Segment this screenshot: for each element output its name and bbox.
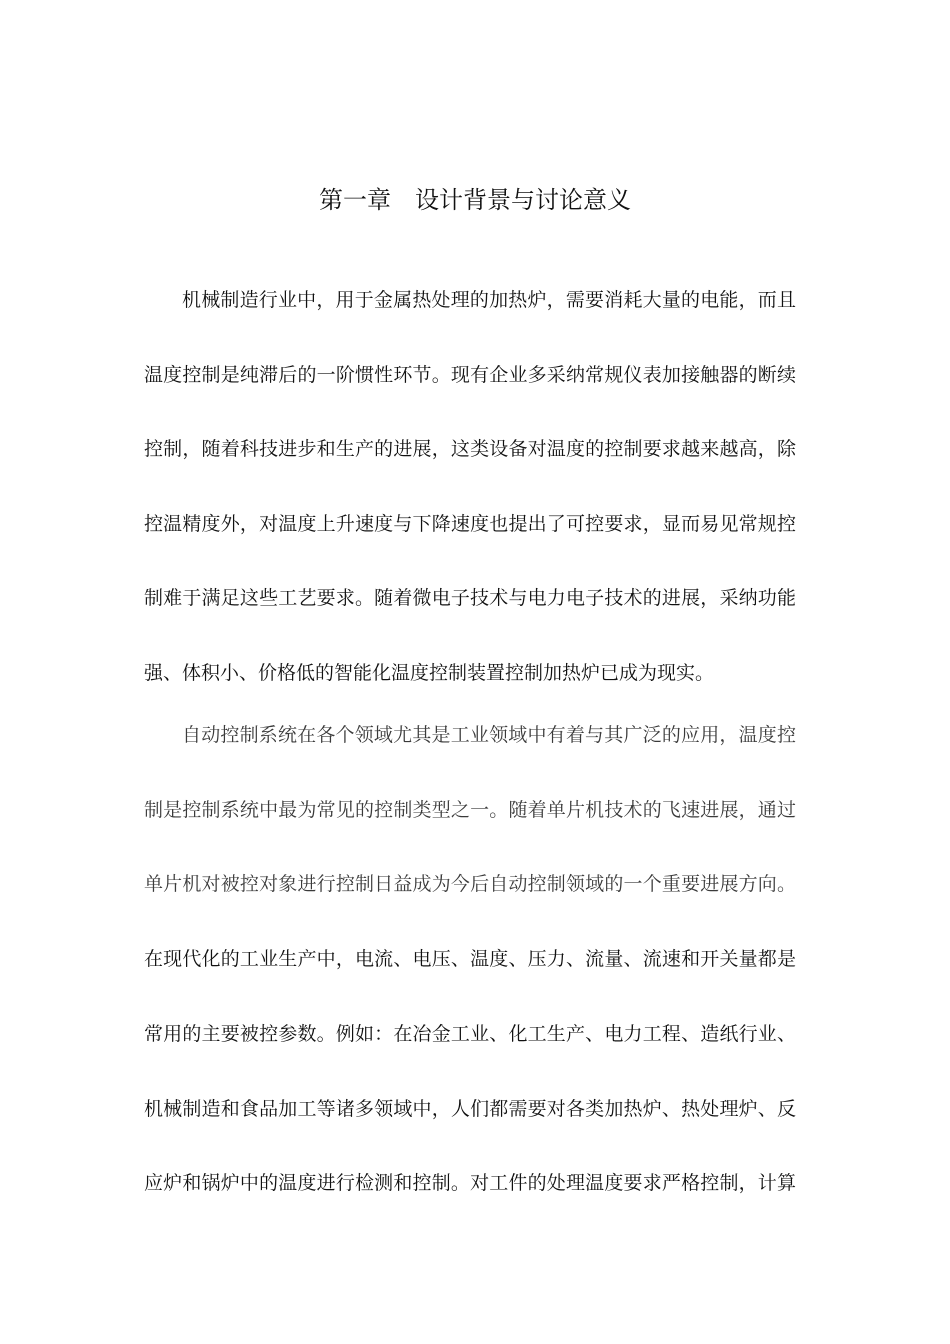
paragraph-2-line: 在现代化的工业生产中，电流、电压、温度、压力、流量、流速和开关量都是 <box>144 948 796 970</box>
paragraph-2-line: 单片机对被控对象进行控制日益成为今后自动控制领域的一个重要进展方向。 <box>144 873 796 895</box>
paragraph-1-line: 强、体积小、价格低的智能化温度控制装置控制加热炉已成为现实。 <box>144 662 715 684</box>
paragraph-2-line: 制是控制系统中最为常见的控制类型之一。随着单片机技术的飞速进展，通过 <box>144 799 796 821</box>
paragraph-1-line: 控制，随着科技进步和生产的进展，这类设备对温度的控制要求越来越高，除 <box>144 438 796 460</box>
paragraph-1-line: 控温精度外，对温度上升速度与下降速度也提出了可控要求，显而易见常规控 <box>144 513 796 535</box>
paragraph-2-line: 应炉和锅炉中的温度进行检测和控制。对工件的处理温度要求严格控制，计算 <box>144 1172 796 1194</box>
paragraph-2-line: 自动控制系统在各个领域尤其是工业领域中有着与其广泛的应用，温度控 <box>182 724 796 746</box>
chapter-title: 第一章 设计背景与讨论意义 <box>319 186 631 214</box>
paragraph-1-line: 温度控制是纯滞后的一阶惯性环节。现有企业多采纳常规仪表加接触器的断续 <box>144 364 796 386</box>
paragraph-2-line: 机械制造和食品加工等诸多领域中，人们都需要对各类加热炉、热处理炉、反 <box>144 1098 796 1120</box>
paragraph-2-line: 常用的主要被控参数。例如：在冶金工业、化工生产、电力工程、造纸行业、 <box>144 1023 796 1045</box>
paragraph-1-line: 机械制造行业中，用于金属热处理的加热炉，需要消耗大量的电能，而且 <box>182 289 796 311</box>
paragraph-1-line: 制难于满足这些工艺要求。随着微电子技术与电力电子技术的进展，采纳功能 <box>144 587 796 609</box>
